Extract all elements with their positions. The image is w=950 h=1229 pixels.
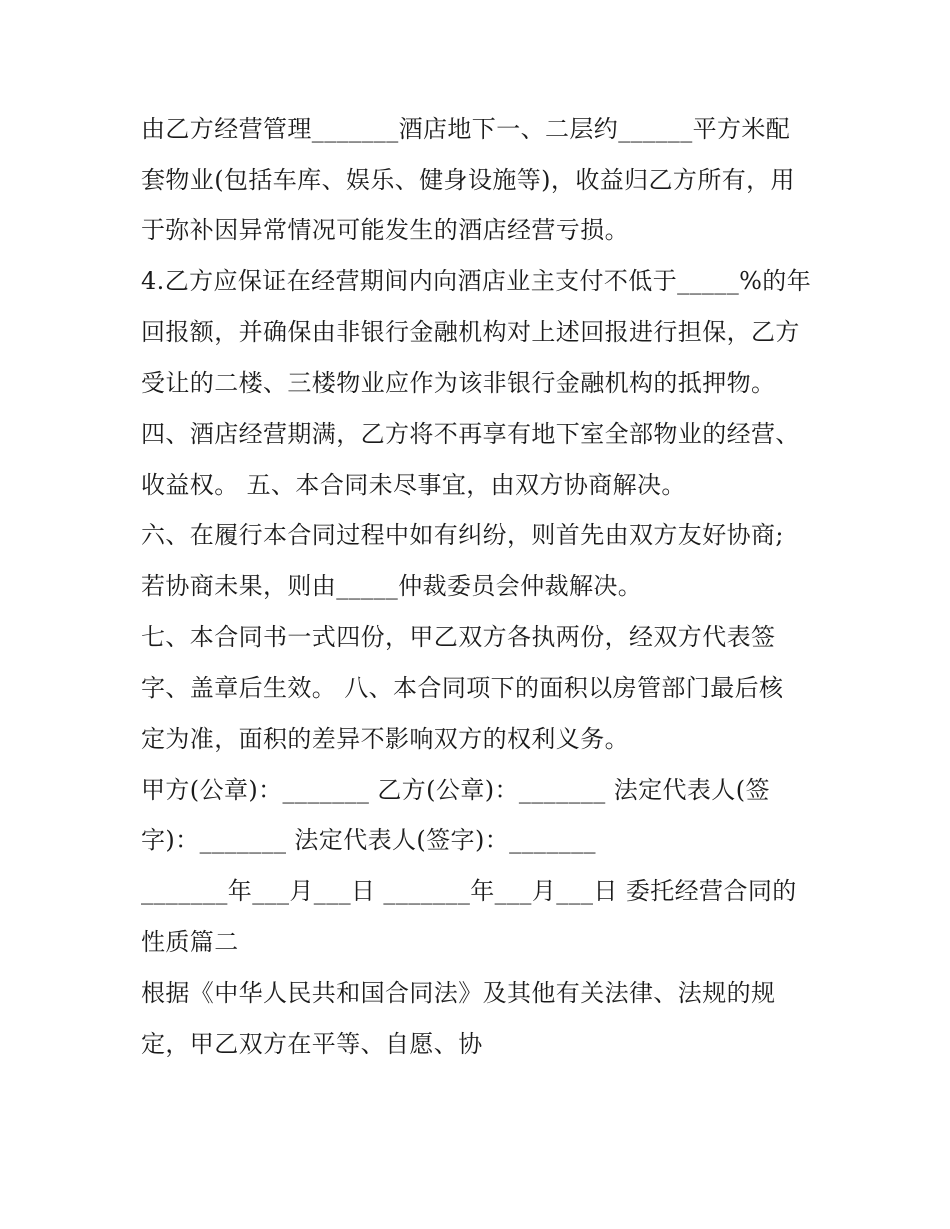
text-line: 六、在履行本合同过程中如有纠纷，则首先由双方友好协商;	[141, 521, 784, 549]
text-line: 根据《中华人民共和国合同法》及其他有关法律、法规的规	[141, 979, 776, 1007]
text-line: 性质篇二	[141, 928, 239, 956]
text-line: 若协商未果，则由_____仲裁委员会仲裁解决。	[141, 572, 643, 600]
text-line: 四、酒店经营期满，乙方将不再享有地下室全部物业的经营、	[141, 420, 800, 448]
text-line: 套物业(包括车库、娱乐、健身设施等)，收益归乙方所有，用	[141, 166, 795, 194]
text-line: 4.乙方应保证在经营期间内向酒店业主支付不低于_____%的年	[141, 267, 812, 295]
text-line: 于弥补因异常情况可能发生的酒店经营亏损。	[141, 216, 629, 244]
text-line: 字、盖章后生效。 八、本合同项下的面积以房管部门最后核	[141, 674, 784, 702]
text-line: 由乙方经营管理_______酒店地下一、二层约______平方米配	[141, 115, 791, 143]
text-line: 定为准，面积的差异不影响双方的权利义务。	[141, 725, 629, 753]
text-line: 收益权。 五、本合同未尽事宜，由双方协商解决。	[141, 471, 686, 499]
text-line: _______年___月___日 _______年___月___日 委托经营合同的	[141, 877, 797, 905]
text-line: 字)：_______ 法定代表人(签字)：_______	[141, 826, 596, 854]
text-line: 定，甲乙双方在平等、自愿、协	[141, 1030, 483, 1058]
text-line: 受让的二楼、三楼物业应作为该非银行金融机构的抵押物。	[141, 369, 776, 397]
text-line: 七、本合同书一式四份，甲乙双方各执两份，经双方代表签	[141, 623, 776, 651]
text-line: 甲方(公章)：_______ 乙方(公章)：_______ 法定代表人(签	[141, 776, 770, 804]
text-line: 回报额，并确保由非银行金融机构对上述回报进行担保，乙方	[141, 318, 800, 346]
